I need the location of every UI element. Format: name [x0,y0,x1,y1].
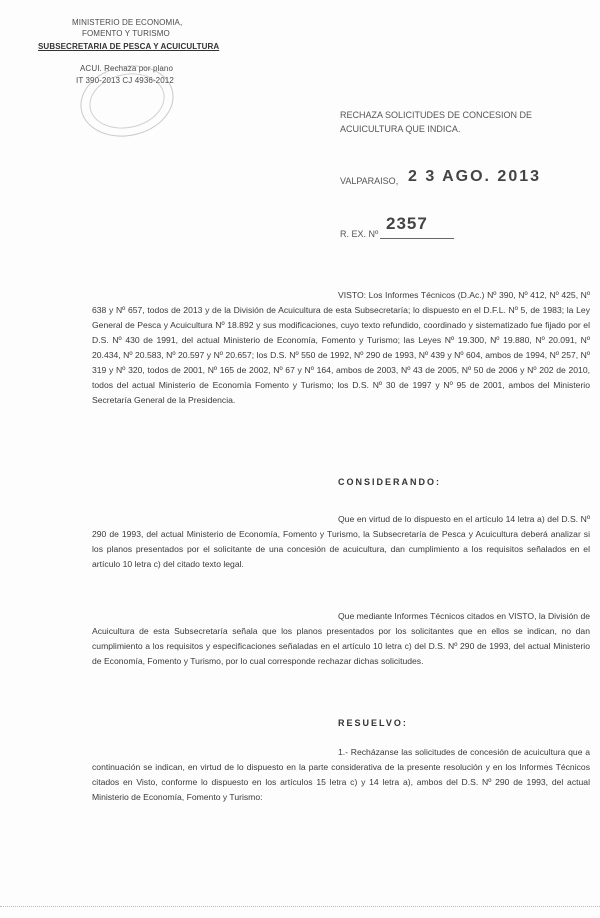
document-subject: RECHAZA SOLICITUDES DE CONCESION DE ACUICULTURA QUE INDICA. [340,110,533,134]
considerando-paragraph-2: Que mediante Informes Técnicos citados en VISTO, la División de Acuicultura de esta Subsecretaría señala que los planos presentados por los solicitantes que en ellos se indican, no dan cumplimiento a los requisitos y especificaciones señaladas en el artículo 10 letra c) del D.S. Nº 290 de 1993, del actual Ministerio de Economía, Fomento y Turismo, por lo cual corresponde rechazar dichas solicitudes. [92,611,590,666]
header-reference-line1: ACUI. Rechaza por plano [80,64,174,73]
resolution-number: 2357 [386,214,428,233]
resolution-number-line [380,238,454,239]
date-place: VALPARAISO, [340,176,399,186]
header-ministry-line2: FOMENTO Y TURISMO [82,29,170,38]
considerando-heading: CONSIDERANDO: [338,477,442,487]
resolution-label: R. EX. Nº [340,229,379,239]
header-reference-line2: IT 390-2013 CJ 4936-2012 [76,76,174,85]
page-bottom-edge [0,906,600,907]
header-ministry-line1: MINISTERIO DE ECONOMIA, [72,18,183,27]
date-stamp: 2 3 AGO. 2013 [408,168,542,185]
visto-paragraph: VISTO: Los Informes Técnicos (D.Ac.) Nº 390, Nº 412, Nº 425, Nº 638 y Nº 657, todos de 2013 y de la División de Acuicultura de esta Subsecretaría; lo dispuesto en el D.F.L. Nº 5, de 1983; la Ley General de Pesca y Acuicultura Nº 18.892 y sus modificaciones, cuyo texto refundido, coordinado y sistematizado fue fijado por el D.S. Nº 430 de 1991, del actual Ministerio de Economía, Fomento y Turismo; las Leyes Nº 19.300, Nº 19.880, Nº 20.091, Nº 20.434, Nº 20.583, Nº 20.597 y Nº 20.657; los D.S. Nº 550 de 1992, Nº 290 de 1993, Nº 439 y Nº 604, ambos de 1994, Nº 257, Nº 319 y Nº 320, todos de 2001, Nº 165 de 2002, Nº 67 y Nº 164, ambos de 2003, Nº 43 de 2005, Nº 50 de 2006 y Nº 202 de 2010, todos del actual Ministerio de Economía Fomento y Turismo; los D.S. Nº 30 de 1997 y Nº 95 de 2001, ambos del Ministerio Secretaría General de la Presidencia. [92,290,590,405]
header-subsecretaria: SUBSECRETARIA DE PESCA Y ACUICULTURA [38,42,220,51]
resuelvo-paragraph-1: 1.- Recházanse las solicitudes de concesión de acuicultura que a continuación se indican, en virtud de lo dispuesto en la parte considerativa de la presente resolución y en los Informes Técnicos citados en Visto, conforme lo dispuesto en los artículos 15 letra c) y 14 letra a), ambos del D.S. Nº 290 de 1993, del actual Ministerio de Economía, Fomento y Turismo: [92,747,590,802]
official-stamp-inner-ring [84,67,170,136]
considerando-paragraph-1: Que en virtud de lo dispuesto en el artículo 14 letra a) del D.S. Nº 290 de 1993, del actual Ministerio de Economía, Fomento y Turismo, la Subsecretaría de Pesca y Acuicultura deberá analizar si los planos presentados por el solicitante de una concesión de acuicultura, dan cumplimiento a los requisitos señalados en el artículo 10 letra c) del citado texto legal. [92,514,590,569]
resuelvo-heading: RESUELVO: [338,718,408,728]
